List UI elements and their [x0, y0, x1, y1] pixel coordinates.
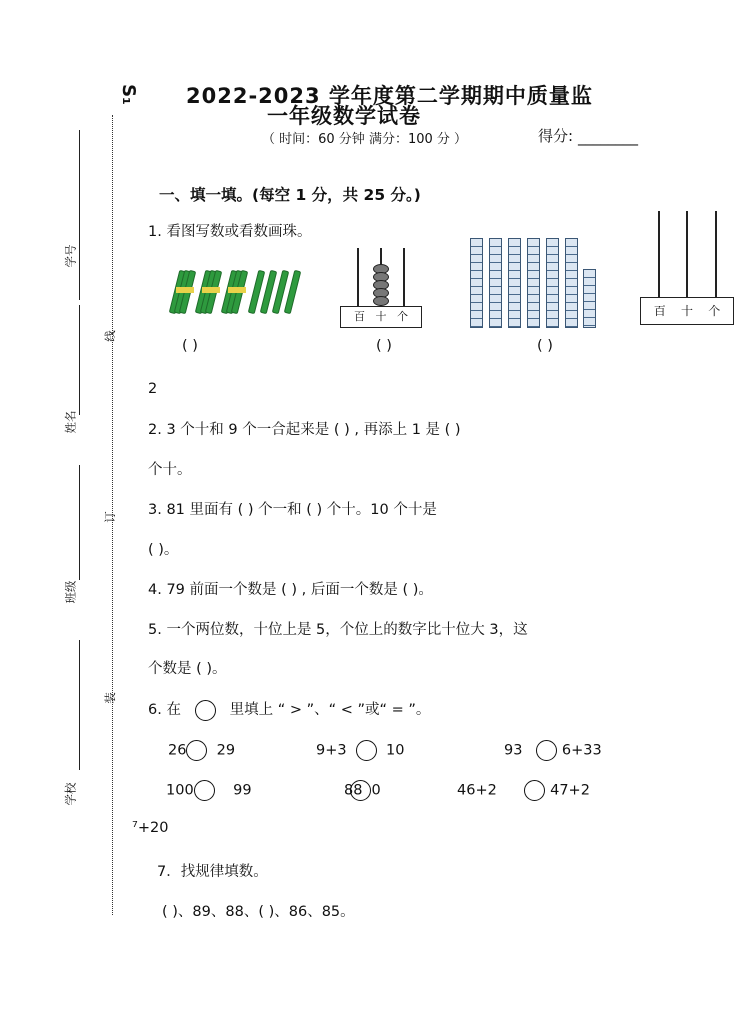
student-id-label: 学号: [63, 244, 78, 268]
compare-circle-example: [195, 700, 216, 721]
class-label: 班级: [63, 580, 78, 604]
q7-sequence[interactable]: ( )、89、88、( )、86、85。: [162, 904, 355, 920]
stray-number: 2: [148, 381, 158, 397]
name-label: 姓名: [63, 410, 78, 434]
name-underline: [79, 305, 80, 415]
compare-3: 93 6+33: [504, 740, 602, 761]
question-7: 7．找规律填数。: [157, 864, 268, 880]
question-4: 4. 79 前面一个数是 ( ) , 后面一个数是 ( )。: [148, 582, 433, 598]
compare-circle-4[interactable]: [194, 780, 215, 801]
section-heading: 一、填一填。(每空 1 分，共 25 分。): [159, 186, 421, 204]
compare-1: 26 29: [168, 740, 235, 761]
empty-abacus[interactable]: 百 十 个: [640, 211, 734, 326]
student-id-underline: [79, 130, 80, 300]
compare-circle-2[interactable]: [356, 740, 377, 761]
page-title: 2022-2023 学年度第二学期期中质量监: [186, 84, 593, 108]
school-underline: [79, 640, 80, 770]
question-3-cont: ( )。: [148, 542, 179, 558]
abacus-with-beads: 百 十 个: [340, 248, 422, 330]
score-blank[interactable]: ________: [578, 128, 638, 146]
score-label: 得分:: [538, 127, 574, 145]
page-subtitle: 一年级数学试卷: [267, 104, 421, 128]
question-5: 5. 一个两位数，十位上是 5，个位上的数字比十位大 3，这: [148, 622, 528, 638]
question-3: 3. 81 里面有 ( ) 个一和 ( ) 个十。10 个十是: [148, 502, 437, 518]
question-6: 6. 在 里填上 “ > ”、“ < ”或“ = ”。: [148, 698, 430, 721]
compare-circle-5[interactable]: [350, 780, 371, 801]
compare-circle-3[interactable]: [536, 740, 557, 761]
compare-overflow: ⁷+20: [132, 820, 169, 836]
logo-mark: S₁: [117, 84, 139, 105]
time-limit: （ 时间：60 分钟 满分：100 分 ）: [262, 132, 468, 147]
compare-circle-1[interactable]: [186, 740, 207, 761]
q1-answer-blank-2[interactable]: ( ): [376, 338, 392, 354]
margin-marker-ding: 订: [102, 511, 117, 523]
question-2: 2. 3 个十和 9 个一合起来是 ( ) , 再添上 1 是 ( ): [148, 422, 461, 438]
question-1: 1. 看图写数或看数画珠。: [148, 224, 312, 240]
question-2-cont: 个十。: [148, 462, 192, 478]
compare-circle-6[interactable]: [524, 780, 545, 801]
margin-marker-xian: 线: [102, 330, 117, 342]
q1-answer-blank-3[interactable]: ( ): [537, 338, 553, 354]
class-underline: [79, 465, 80, 580]
compare-2: 9+3 10: [316, 740, 405, 761]
margin-marker-zhuang: 装: [102, 692, 117, 704]
compare-5: 88 0: [344, 780, 381, 801]
stick-bundles-image: [168, 268, 300, 316]
question-5-cont: 个数是 ( )。: [148, 661, 227, 677]
q1-answer-blank-1[interactable]: ( ): [182, 338, 198, 354]
compare-6: 46+2 47+2: [457, 780, 590, 801]
school-label: 学校: [63, 782, 78, 806]
base-ten-blocks-image: [466, 236, 596, 328]
compare-4: 100 99: [166, 780, 252, 801]
